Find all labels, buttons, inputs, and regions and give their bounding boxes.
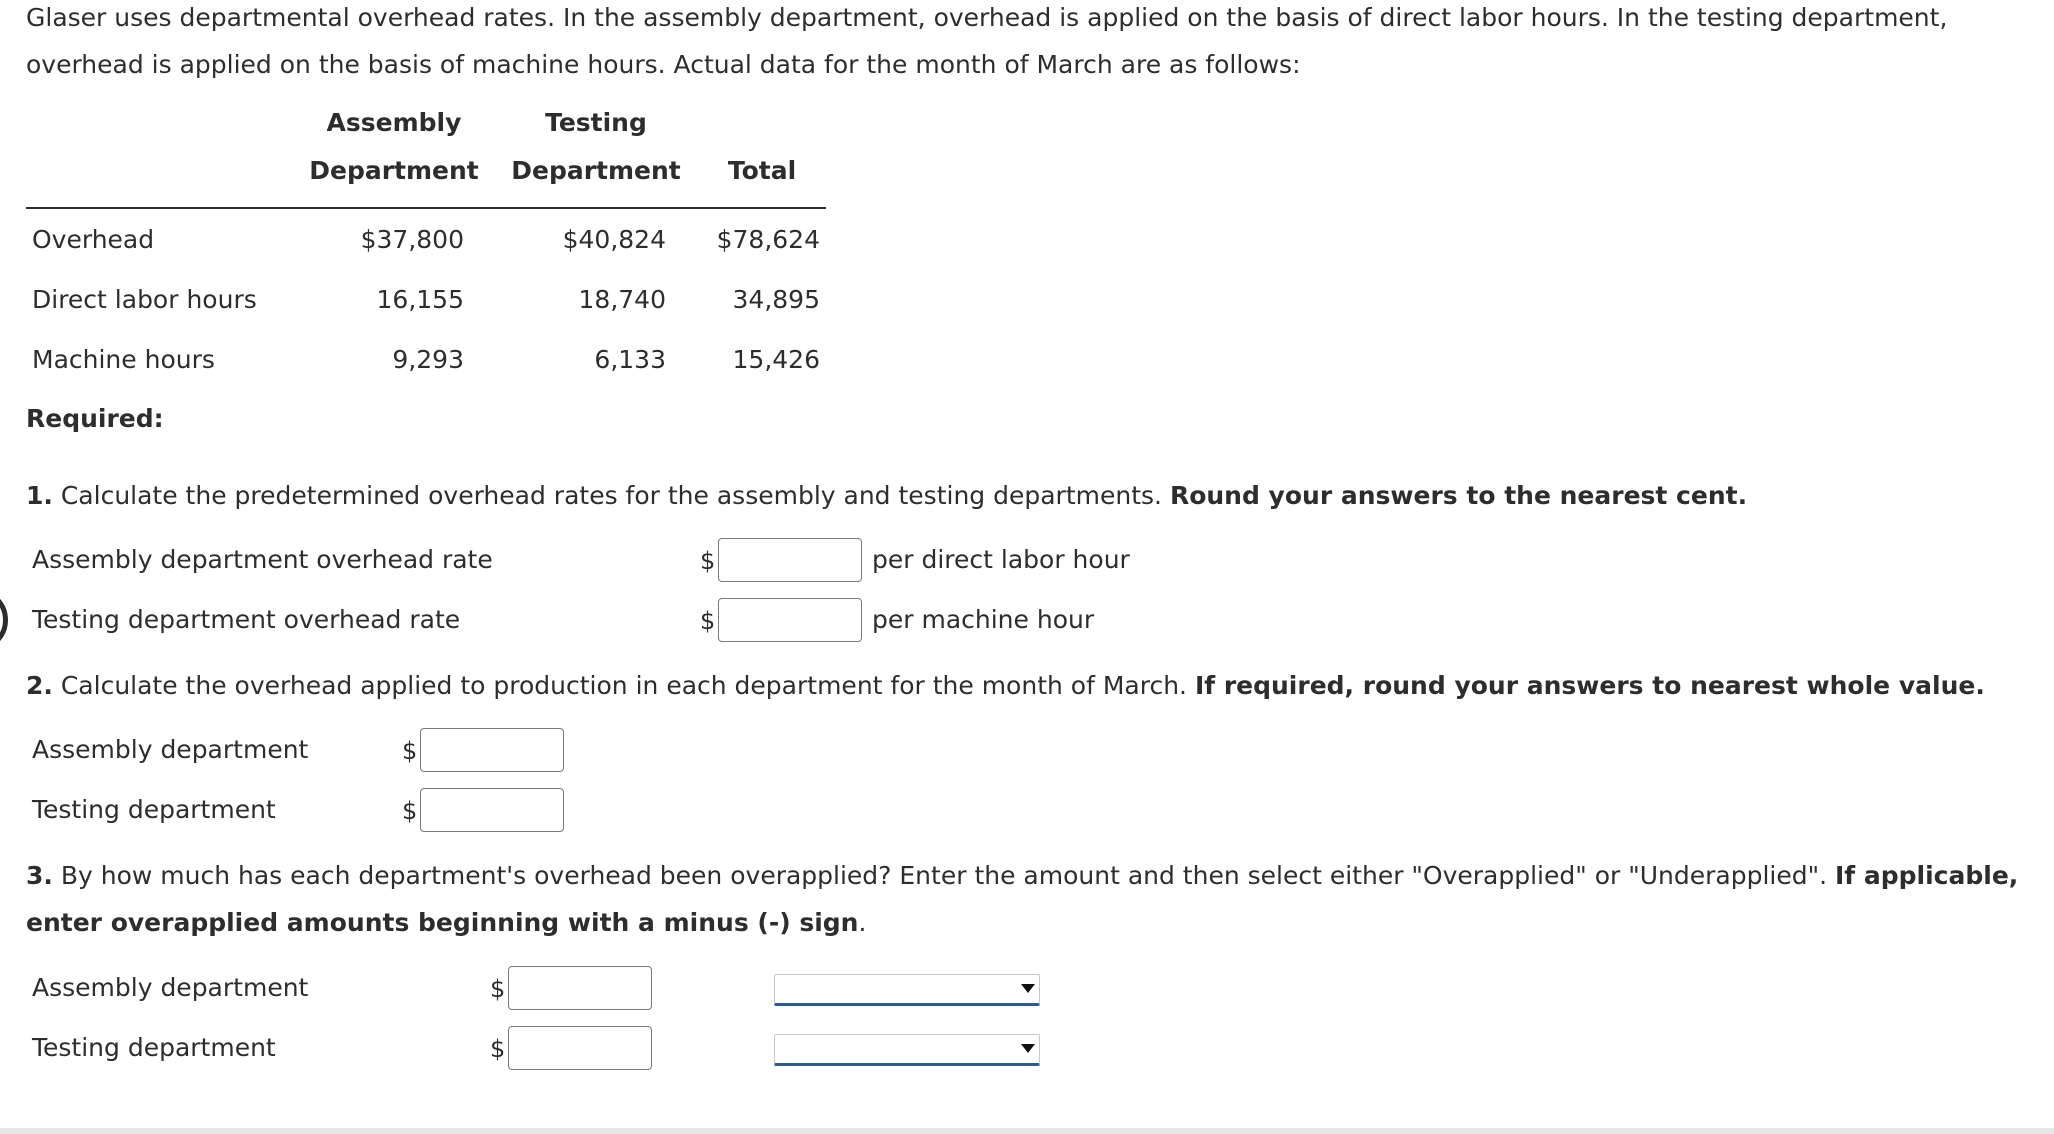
q2-number: 2. (26, 671, 53, 700)
cell-overhead-testing: $40,824 (562, 225, 666, 254)
header-testing-line2: Department (511, 156, 681, 185)
q3-assembly-label: Assembly department (32, 973, 309, 1002)
cell-overhead-assembly: $37,800 (360, 225, 464, 254)
cell-mh-total: 15,426 (732, 345, 820, 374)
q1-testing-label: Testing department overhead rate (32, 605, 461, 634)
cell-overhead-total: $78,624 (716, 225, 820, 254)
q2-bold-instruction: If required, round your answers to nearest whole value. (1194, 671, 1985, 700)
q3-testing-amount-input[interactable] (508, 1026, 652, 1070)
row-label-machine-hours: Machine hours (32, 345, 215, 374)
intro-text: Glaser uses departmental overhead rates. In the assembly department, overhead is applied on the basis of direct labor hours. In the testing department, overhead is applied on the basis of machine hours. Actual data for the month of March are as follows: (26, 3, 1948, 79)
q1-assembly-unit: per direct labor hour (872, 545, 1130, 574)
row-label-overhead: Overhead (32, 225, 155, 254)
q1-assembly-label: Assembly department overhead rate (32, 545, 493, 574)
q2-prompt (26, 662, 2036, 709)
cell-mh-testing: 6,133 (594, 345, 666, 374)
q1-testing-unit: per machine hour (872, 605, 1095, 634)
table-header-rule (26, 207, 826, 209)
q2-assembly-dollar: $ (402, 737, 418, 765)
intro-paragraph (26, 0, 2036, 88)
q2-text: Calculate the overhead applied to production in each department for the month of March. (52, 671, 1195, 700)
q1-testing-rate-input[interactable] (718, 598, 862, 642)
q3-assembly-select[interactable] (774, 974, 1040, 1006)
chevron-down-icon (1021, 984, 1035, 993)
q1-testing-dollar: $ (700, 607, 716, 635)
q3-testing-label: Testing department (32, 1033, 276, 1062)
q3-assembly-dollar: $ (490, 975, 506, 1003)
q2-assembly-applied-input[interactable] (420, 728, 564, 772)
q1-number: 1. (26, 481, 53, 510)
cell-mh-assembly: 9,293 (392, 345, 464, 374)
q2-assembly-label: Assembly department (32, 735, 309, 764)
q2-testing-applied-input[interactable] (420, 788, 564, 832)
header-assembly-line1: Assembly (326, 108, 462, 137)
header-testing-line1: Testing (545, 108, 647, 137)
q3-prompt (26, 852, 2036, 946)
cell-dlh-testing: 18,740 (578, 285, 666, 314)
q1-assembly-dollar: $ (700, 547, 716, 575)
q2-testing-label: Testing department (32, 795, 276, 824)
q1-bold-instruction: Round your answers to the nearest cent. (1169, 481, 1748, 510)
q2-testing-dollar: $ (402, 797, 418, 825)
q3-end: . (858, 908, 867, 937)
cell-dlh-assembly: 16,155 (376, 285, 464, 314)
cell-dlh-total: 34,895 (732, 285, 820, 314)
q3-number: 3. (26, 861, 53, 890)
q3-assembly-amount-input[interactable] (508, 966, 652, 1010)
q3-bold-instruction: If applicable, enter overapplied amounts beginning with a minus (-) sign (26, 861, 2019, 937)
header-total: Total (727, 156, 797, 185)
q3-testing-select[interactable] (774, 1034, 1040, 1066)
chevron-down-icon (1021, 1044, 1035, 1053)
required-heading: Required: (26, 404, 164, 433)
bottom-scrollbar-track (0, 1128, 2054, 1134)
q1-assembly-rate-input[interactable] (718, 538, 862, 582)
q1-prompt (26, 472, 2036, 519)
q1-text: Calculate the predetermined overhead rates for the assembly and testing departments. (52, 481, 1170, 510)
header-assembly-line2: Department (309, 156, 479, 185)
scroll-handle-edge (0, 588, 8, 652)
q3-testing-dollar: $ (490, 1035, 506, 1063)
row-label-direct-labor-hours: Direct labor hours (32, 285, 257, 314)
q3-text: By how much has each department's overhead been overapplied? Enter the amount and then select either "Overapplied" or "Underapplied". (52, 861, 1835, 890)
